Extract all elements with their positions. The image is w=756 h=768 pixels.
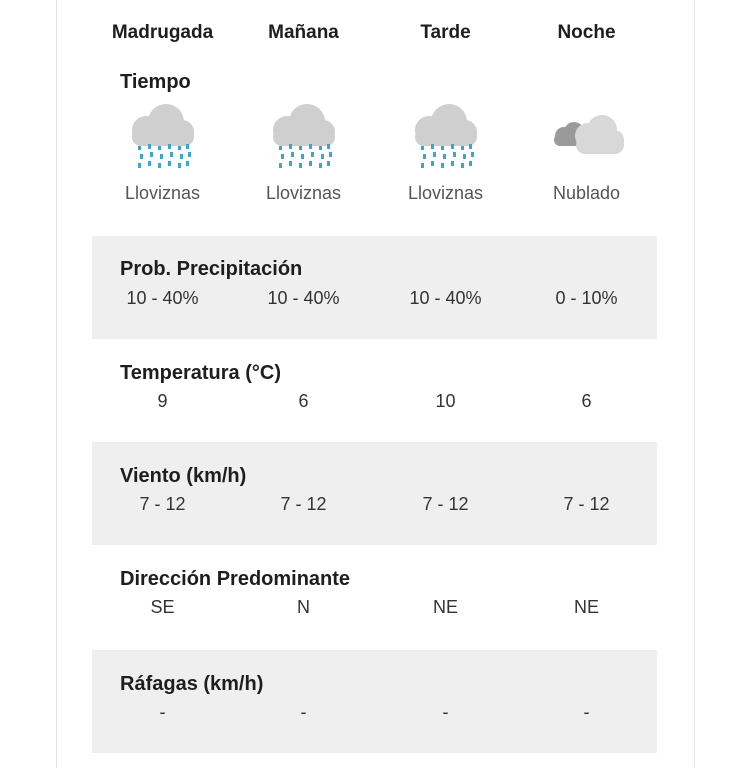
condition-label: Lloviznas: [265, 183, 342, 203]
temperature-values: [92, 391, 657, 415]
wind-value: 7 - 12: [139, 494, 186, 514]
temperature-title: Temperatura (°C): [120, 362, 281, 384]
drizzle-cloud-icon: [375, 102, 516, 182]
precipitation-value: 10 - 40%: [267, 288, 340, 308]
wind-title: Viento (km/h): [120, 465, 247, 487]
precipitation-value: 10 - 40%: [126, 288, 199, 308]
gusts-values: [92, 702, 657, 726]
wind-value: 7 - 12: [280, 494, 327, 514]
gusts-value: -: [159, 702, 166, 722]
condition-label: Lloviznas: [124, 183, 201, 203]
frame-right-border: [694, 0, 695, 768]
gusts-section: [92, 650, 657, 753]
drizzle-cloud-icon: [92, 102, 233, 182]
condition-label: Lloviznas: [407, 183, 484, 203]
temperature-section: [92, 339, 657, 442]
period-noche: Noche: [557, 22, 616, 43]
gusts-value: -: [300, 702, 307, 722]
precipitation-section: [92, 236, 657, 339]
gusts-value: -: [442, 702, 449, 722]
cloudy-icon: [516, 102, 657, 182]
gusts-value: -: [583, 702, 590, 722]
precipitation-values: [92, 288, 657, 312]
wind-section: [92, 442, 657, 545]
gusts-title: Ráfagas (km/h): [120, 673, 264, 695]
precipitation-value: 0 - 10%: [555, 288, 618, 308]
period-madrugada: Madrugada: [111, 22, 214, 43]
period-tarde: Tarde: [420, 22, 471, 43]
frame-left-border: [56, 0, 57, 768]
wind-value: 7 - 12: [563, 494, 610, 514]
precipitation-value: 10 - 40%: [409, 288, 482, 308]
direction-value: NE: [432, 597, 458, 617]
direction-title: Dirección Predominante: [120, 568, 351, 590]
weather-conditions-row: [92, 183, 657, 207]
temperature-value: 6: [298, 391, 309, 411]
drizzle-cloud-icon: [233, 102, 374, 182]
condition-label: Nublado: [552, 183, 621, 203]
direction-value: SE: [150, 597, 175, 617]
direction-value: NE: [573, 597, 599, 617]
period-manana: Mañana: [268, 22, 339, 43]
wind-value: 7 - 12: [422, 494, 469, 514]
period-header-row: [92, 22, 657, 48]
direction-value: N: [297, 597, 310, 617]
wind-values: [92, 494, 657, 518]
weather-title: Tiempo: [120, 71, 191, 93]
precipitation-title: Prob. Precipitación: [120, 258, 303, 280]
direction-values: [92, 597, 657, 621]
temperature-value: 6: [581, 391, 592, 411]
weather-icons-row: [92, 102, 657, 182]
temperature-value: 9: [157, 391, 168, 411]
direction-section: [92, 545, 657, 648]
temperature-value: 10: [435, 391, 456, 411]
